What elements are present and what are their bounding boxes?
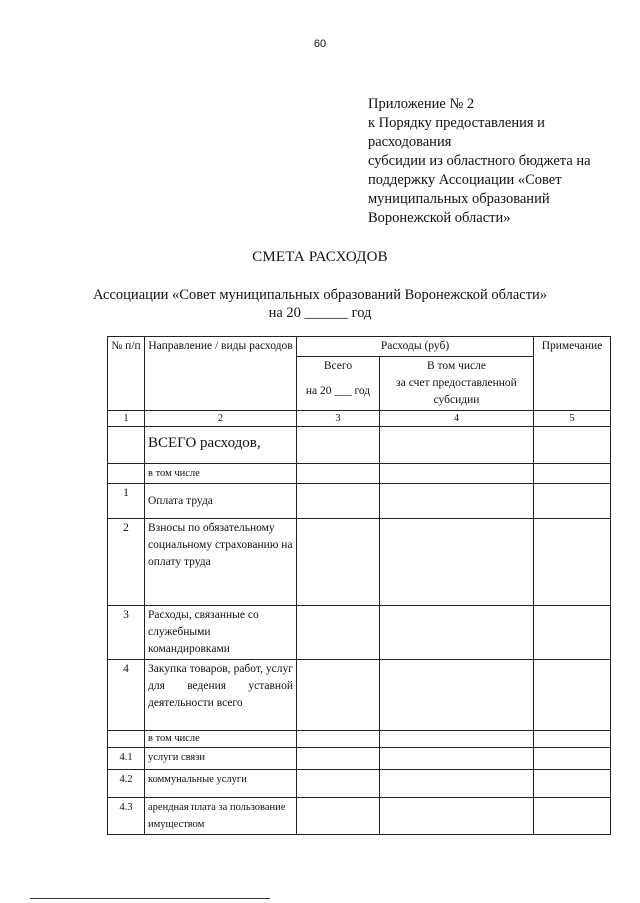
page-number: 60: [313, 38, 327, 50]
cell-note: [534, 606, 611, 660]
row-num: 2: [108, 519, 145, 606]
header-including: [380, 357, 534, 411]
cell-note: [534, 484, 611, 519]
cell-note: [534, 798, 611, 835]
cell-note: [534, 770, 611, 798]
document-title: СМЕТА РАСХОДОВ: [252, 249, 388, 265]
row-num: 4: [108, 660, 145, 731]
row-num: 3: [108, 606, 145, 660]
row-label: Закупка товаров, работ, услуг для ведения уставной деятельности всего: [145, 660, 297, 731]
cell-total: [297, 748, 380, 770]
cell-subsidy: [380, 427, 534, 464]
row-label: Взносы по обязательному социальному страхованию на оплату труда: [145, 519, 297, 606]
cell-subsidy: [380, 770, 534, 798]
row-label: ВСЕГО расходов,: [145, 427, 297, 464]
header-expenses: Расходы (руб): [297, 337, 534, 357]
cell-note: [534, 660, 611, 731]
cell-note: [534, 427, 611, 464]
cell-total: [297, 606, 380, 660]
row-num: 4.3: [108, 798, 145, 835]
appendix-line: к Порядку предоставления и: [368, 115, 545, 131]
cell-total: [297, 519, 380, 606]
cell-total: [297, 464, 380, 484]
col-number: 2: [145, 411, 297, 427]
row-num: [108, 731, 145, 748]
appendix-line: муниципальных образований: [368, 191, 550, 207]
header-direction: Направление / виды расходов: [145, 337, 297, 411]
header-note: Примечание: [534, 337, 611, 411]
cell-subsidy: [380, 660, 534, 731]
footer-divider: [30, 898, 270, 899]
table-row: [108, 660, 611, 731]
table-row: [108, 606, 611, 660]
cell-subsidy: [380, 464, 534, 484]
cell-total: [297, 798, 380, 835]
row-label: Расходы, связанные со служебными командировками: [145, 606, 297, 660]
col-number: 3: [297, 411, 380, 427]
appendix-line: Приложение № 2: [368, 96, 475, 112]
header-including-sub: за счет предоставленной субсидии: [396, 377, 517, 406]
cell-note: [534, 748, 611, 770]
table-row: [108, 731, 611, 748]
subtitle-year: на 20 ______ год: [268, 305, 372, 321]
table-row: [108, 427, 611, 464]
cell-total: [297, 660, 380, 731]
appendix-line: расходования: [368, 134, 452, 150]
cell-subsidy: [380, 606, 534, 660]
row-num: [108, 464, 145, 484]
table-row: [108, 464, 611, 484]
row-label: в том числе: [145, 464, 297, 484]
appendix-line: субсидии из областного бюджета на: [368, 153, 591, 169]
header-total-label: Всего: [323, 360, 353, 372]
appendix-line: поддержку Ассоциации «Совет: [368, 172, 562, 188]
cell-total: [297, 484, 380, 519]
table-row: [108, 519, 611, 606]
row-label: в том числе: [145, 731, 297, 748]
cell-subsidy: [380, 731, 534, 748]
cell-note: [534, 519, 611, 606]
table-row: [108, 770, 611, 798]
appendix-line: Воронежской области»: [368, 210, 511, 226]
row-label: арендная плата за пользование имуществом: [145, 798, 297, 835]
row-num: 4.2: [108, 770, 145, 798]
cell-subsidy: [380, 748, 534, 770]
row-num: [108, 427, 145, 464]
table-row: [108, 484, 611, 519]
appendix-block: [368, 95, 633, 228]
row-num: 4.1: [108, 748, 145, 770]
subtitle-organization: Ассоциации «Совет муниципальных образований Воронежской области»: [92, 287, 548, 303]
row-label: коммунальные услуги: [145, 770, 297, 798]
table-row: [108, 748, 611, 770]
cell-subsidy: [380, 798, 534, 835]
col-number: 1: [108, 411, 145, 427]
cell-subsidy: [380, 484, 534, 519]
document-subtitle: [0, 286, 640, 322]
expense-estimate-table: [107, 336, 611, 835]
col-number: 5: [534, 411, 611, 427]
row-num: 1: [108, 484, 145, 519]
col-number: 4: [380, 411, 534, 427]
cell-subsidy: [380, 519, 534, 606]
cell-note: [534, 731, 611, 748]
cell-note: [534, 464, 611, 484]
table-row: [108, 798, 611, 835]
cell-total: [297, 731, 380, 748]
row-label: услуги связи: [145, 748, 297, 770]
header-total-year: на 20 ___ год: [305, 385, 371, 397]
header-total: [297, 357, 380, 411]
row-label: Оплата труда: [145, 484, 297, 519]
header-including-label: В том числе: [427, 360, 486, 372]
cell-total: [297, 427, 380, 464]
header-num: № п/п: [108, 337, 145, 411]
cell-total: [297, 770, 380, 798]
